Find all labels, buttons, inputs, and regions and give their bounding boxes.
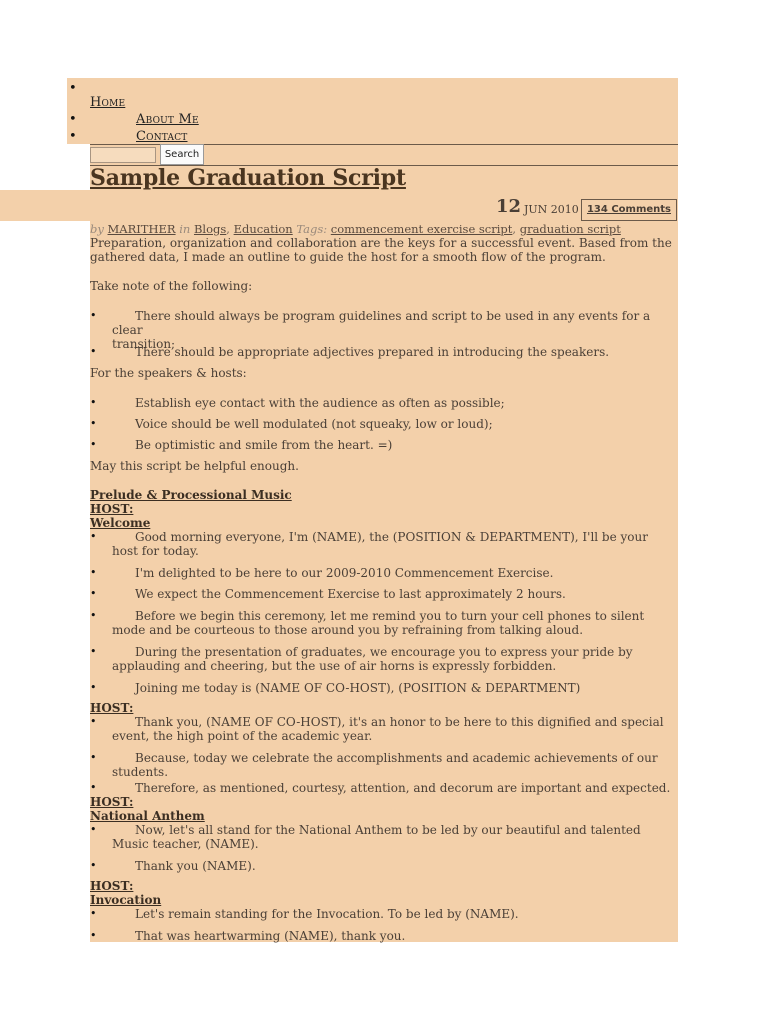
byline-in: in: [179, 222, 191, 236]
tag-link-commencement[interactable]: commencement exercise script: [330, 222, 513, 236]
search-button[interactable]: Search: [160, 144, 204, 165]
byline-by: by: [90, 222, 104, 236]
take-note-text: Take note of the following:: [90, 279, 253, 293]
speakers-label: For the speakers & hosts:: [90, 366, 247, 380]
nav-bullet: •: [69, 81, 77, 96]
author-link[interactable]: MARITHER: [107, 222, 176, 236]
comments-link[interactable]: 134 Comments: [581, 199, 677, 221]
byline-sep: ,: [226, 222, 230, 236]
side-band: [0, 190, 90, 221]
nav-bullet: •: [69, 112, 77, 127]
tag-link-graduation[interactable]: graduation script: [519, 222, 621, 236]
intro-line: gathered data, I made an outline to guide the host for a smooth flow of the program.: [90, 250, 606, 264]
section-heading-welcome: Welcome: [90, 516, 151, 530]
nav-item-about-me[interactable]: About Me: [136, 112, 199, 127]
post-byline: [90, 222, 621, 236]
post-title[interactable]: Sample Graduation Script: [90, 165, 406, 191]
nav-bullet: •: [69, 129, 77, 144]
section-heading-host: HOST:: [90, 502, 134, 516]
nav-item-contact[interactable]: Contact: [136, 129, 188, 144]
helpful-text: May this script be helpful enough.: [90, 459, 299, 473]
section-heading-host: HOST:: [90, 795, 134, 809]
post-date-day: 12: [496, 196, 522, 217]
byline-sep: ,: [512, 222, 517, 236]
search-input[interactable]: [90, 147, 156, 163]
category-link-education[interactable]: Education: [233, 222, 293, 236]
nav-item-home[interactable]: Home: [90, 95, 126, 110]
section-heading-prelude: Prelude & Processional Music: [90, 488, 292, 502]
section-heading-host: HOST:: [90, 701, 134, 715]
post-date-month: JUN 2010: [524, 203, 579, 216]
intro-line: Preparation, organization and collaboration are the keys for a successful event. Based from the: [90, 236, 672, 250]
section-heading-host: HOST:: [90, 879, 134, 893]
byline-tags-label: Tags:: [296, 222, 328, 236]
category-link-blogs[interactable]: Blogs: [193, 222, 227, 236]
section-heading-anthem: National Anthem: [90, 809, 205, 823]
section-heading-invocation: Invocation: [90, 893, 162, 907]
